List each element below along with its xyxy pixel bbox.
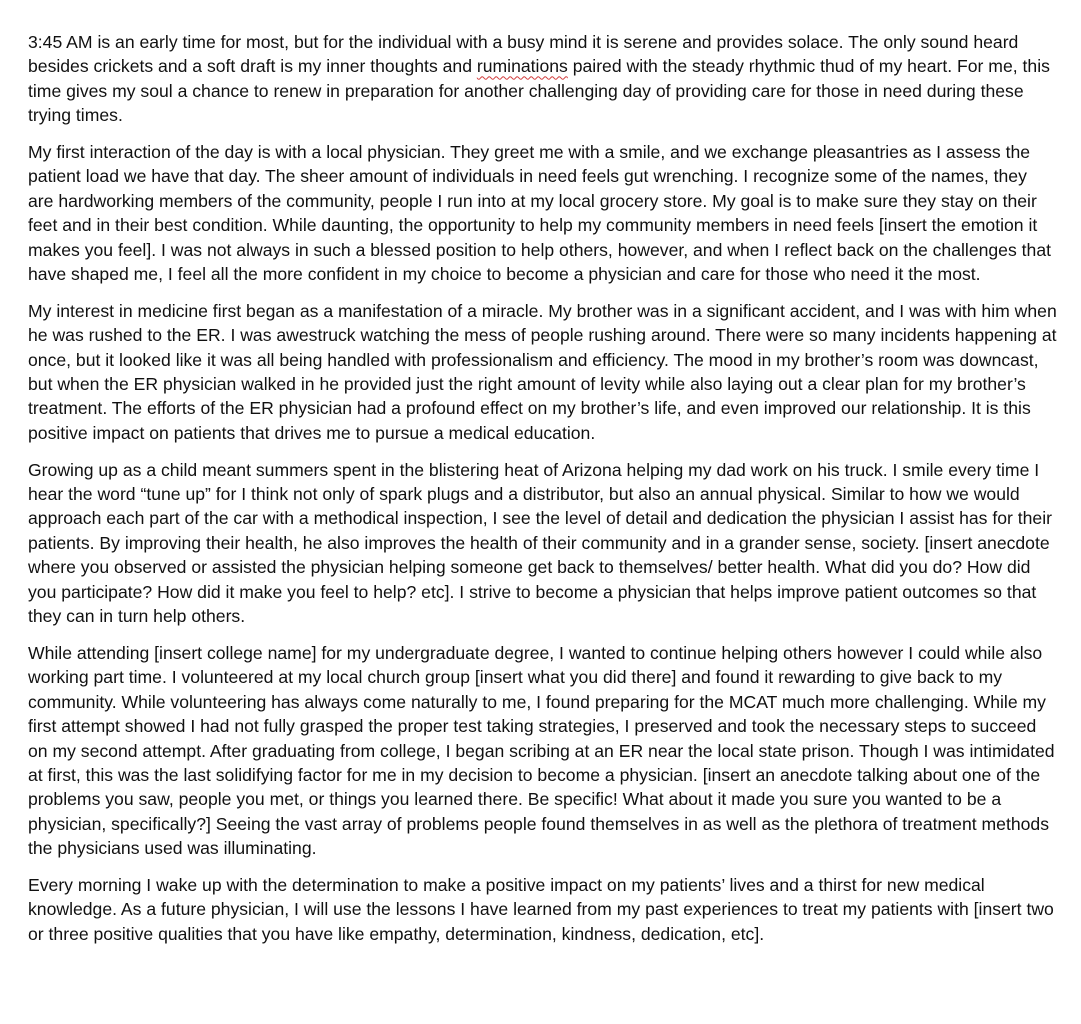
paragraph-intro-text-start: 3:45 AM is an early time for most, but for the individual with a busy mind it is serene and provides solace. The only sound heard besides crickets and a soft draft is my inner thoughts and	[28, 32, 1019, 77]
paragraph-first-interaction: My first interaction of the day is with a local physician. They greet me with a smile, and we exchange pleasantries as I assess the patient load we have that day. The sheer amount of individuals in need feels gut wrenching. I recognize some of the names, they are hardworking members of the community, people I run into at my local grocery store. My goal is to make sure they stay on their feet and in their best condition. While daunting, the opportunity to help my community members in need feels [insert the emotion it makes you feel]. I was not always in such a blessed position to help others, however, and when I reflect back on the challenges that have shaped me, I feel all the more confident in my choice to become a physician and care for those who need it the most.	[28, 142, 1051, 285]
paragraph-growing-up: Growing up as a child meant summers spent in the blistering heat of Arizona helping my dad work on his truck. I smile every time I hear the word “tune up” for I think not only of spark plugs and a distributor, but also an annual physical. Similar to how we would approach each part of the car with a methodical inspection, I see the level of detail and dedication the physician I assist has for their patients. By improving their health, he also improves the health of their community and in a grander sense, society. [insert anecdote where you observed or assisted the physician helping someone get back to themselves/ better health. What did you do? How did you participate? How did it make you feel to help? etc]. I strive to become a physician that helps improve patient outcomes so that they can in turn help others.	[28, 459, 1052, 627]
paragraph-interest-in-medicine: My interest in medicine first began as a manifestation of a miracle. My brother was in a significant accident, and I was with him when he was rushed to the ER. I was awestruck watching the mess of people rushing around. There were so many incidents happening at once, but it looked like it was all being handled with professionalism and efficiency. The mood in my brother’s room was downcast, but when the ER physician walked in he provided just the right amount of levity while also laying out a clear plan for my brother’s treatment. The efforts of the ER physician had a profound effect on my brother’s life, and even improved our relationship. It is this positive impact on patients that drives me to pursue a medical education.	[28, 300, 1057, 443]
paragraph-intro-text-end: paired with the steady rhythmic thud of my heart. For me, this time gives my soul a chance to renew in preparation for another challenging day of providing care for those in need during these trying times.	[28, 56, 1050, 126]
misspelled-word[interactable]: ruminations	[476, 56, 568, 77]
paragraph-college: While attending [insert college name] for my undergraduate degree, I wanted to continue helping others however I could while also working part time. I volunteered at my local church group [insert what you did there] and found it rewarding to give back to my community. While volunteering has always come naturally to me, I found preparing for the MCAT much more challenging. While my first attempt showed I had not fully grasped the proper test taking strategies, I preserved and took the necessary steps to succeed on my second attempt. After graduating from college, I began scribing at an ER near the local state prison. Though I was intimidated at first, this was the last solidifying factor for me in my decision to become a physician. [insert an anecdote talking about one of the problems you saw, people you met, or things you learned there. Be specific! What about it made you sure you wanted to be a physician, specifically?] Seeing the vast array of problems people found themselves in as well as the plethora of treatment methods the physicians used was illuminating.	[28, 642, 1055, 859]
paragraph-intro	[28, 30, 1057, 128]
paragraph-closing: Every morning I wake up with the determination to make a positive impact on my patients’ lives and a thirst for new medical knowledge. As a future physician, I will use the lessons I have learned from my past experiences to treat my patients with [insert two or three positive qualities that you have like empathy, determination, kindness, dedication, etc].	[28, 874, 1054, 944]
